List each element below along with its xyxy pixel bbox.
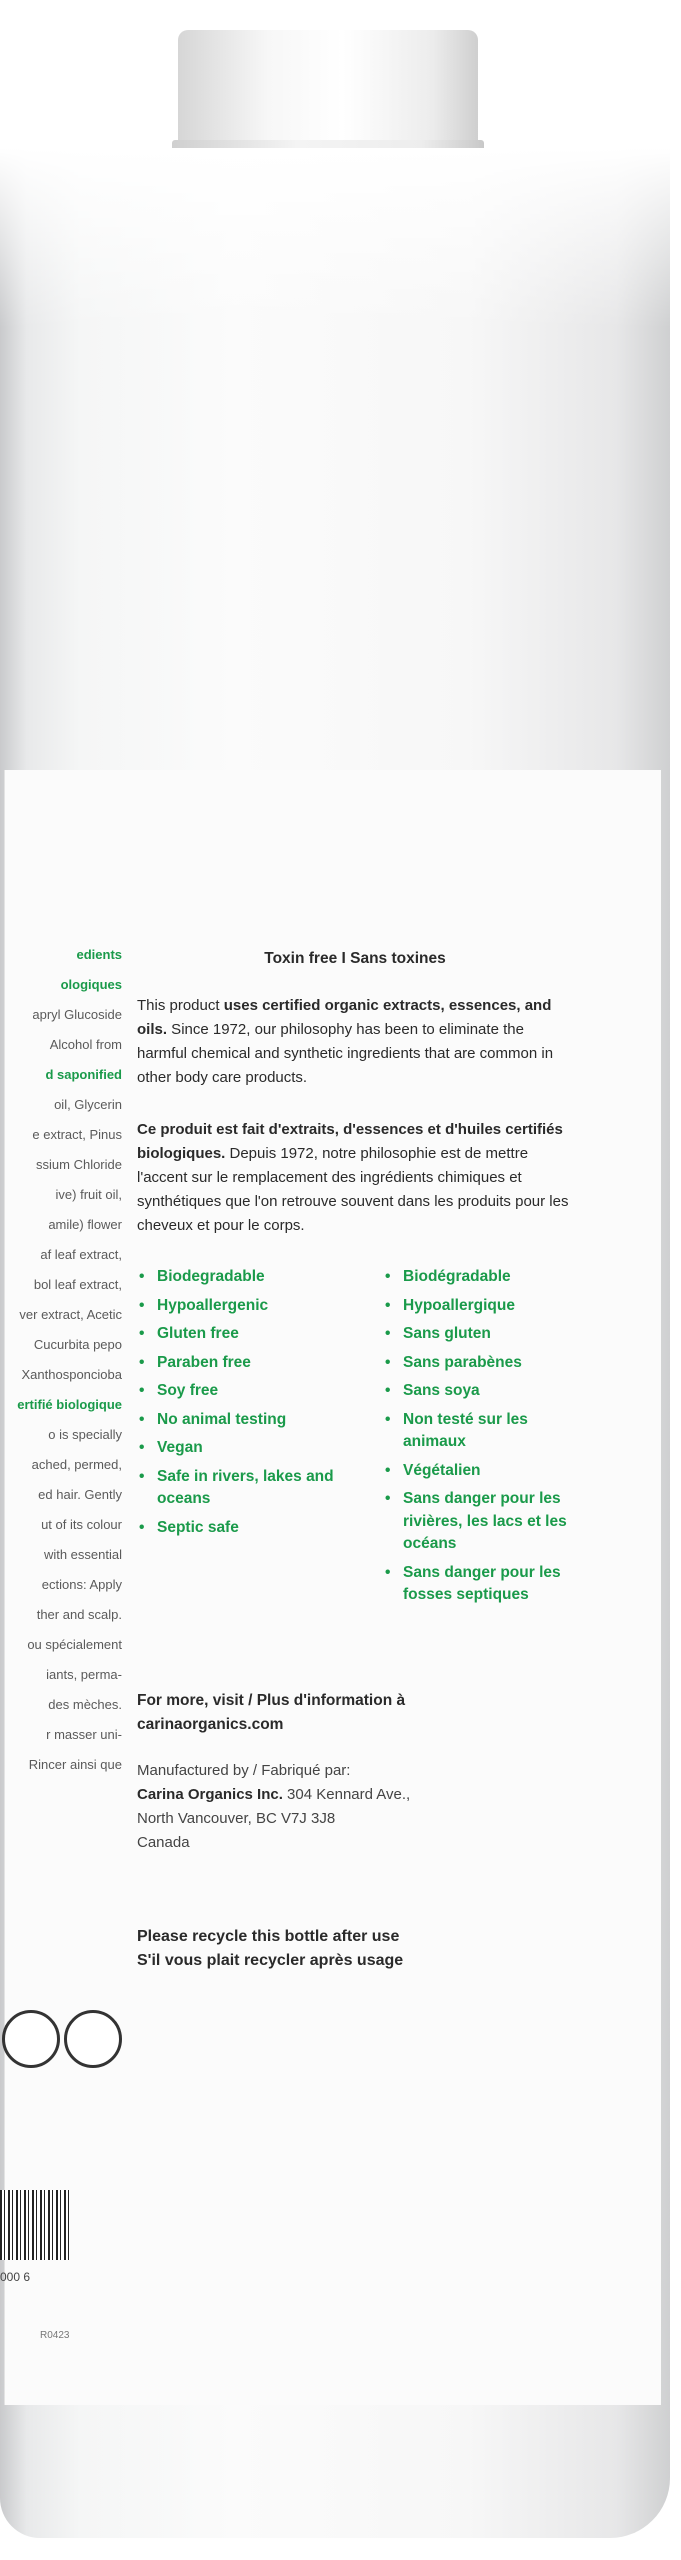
feature-item: • Non testé sur les animaux [383,1409,573,1454]
side-label-line: iants, perma- [46,1667,122,1682]
english-description: This product uses certified organic extracts, essences, and oils. Since 1972, our philosophy has been to eliminate the harmful chemical and synthetic ingredients that are common in other body care products. [137,997,554,1086]
website-url: carinaorganics.com [137,1715,284,1733]
website-prompt: For more, visit / Plus d'information à [137,1691,406,1709]
certified-seal-icon [64,2010,122,2068]
barcode-digits: 000 6 [0,2270,31,2284]
side-label-text [0,940,122,2340]
certification-seals [0,2010,122,2100]
side-label-line: ou spécialement [27,1637,122,1652]
feature-item: • Sans soya [383,1380,573,1403]
feature-item: • Hypoallergique [383,1295,573,1318]
side-label-line: ections: Apply [41,1577,122,1592]
manufacturer-info [137,1759,573,1855]
side-label-line: with essential [43,1547,122,1562]
feature-item: • Biodegradable [137,1266,347,1289]
manufacturer-address-line1: Carina Organics Inc. 304 Kennard Ave., [137,1785,411,1803]
side-label-line: apryl Glucoside [32,1007,122,1022]
organic-seal-icon [2,2010,60,2068]
bottle-cap [178,30,478,148]
side-label-line: ached, permed, [31,1457,122,1472]
manufacturer-country: Canada [137,1833,190,1851]
side-label-line: d saponified [45,1067,122,1082]
bottle-shoulder-highlight [0,148,670,328]
side-label-line: Rincer ainsi que [28,1757,122,1772]
feature-item: • No animal testing [137,1409,347,1432]
feature-item: • Paraben free [137,1352,347,1375]
feature-item: • Sans parabènes [383,1352,573,1375]
recycle-french: S'il vous plait recycler après usage [137,1951,404,1969]
side-label-line: r masser uni- [46,1727,122,1742]
side-label-line: edients [76,947,122,962]
feature-lists [137,1266,573,1613]
side-label-line: ther and scalp. [36,1607,122,1622]
feature-item: • Soy free [137,1380,347,1403]
label-heading: Toxin free I Sans toxines [264,950,446,967]
side-label-line: ologiques [60,977,122,992]
side-label-line: o is specially [48,1427,122,1442]
lot-code: R0423 [40,2330,70,2341]
barcode [0,2190,70,2260]
feature-item: • Hypoallergenic [137,1295,347,1318]
side-label-line: ver extract, Acetic [19,1307,122,1322]
website-info [137,1689,573,1737]
side-label-line: Cucurbita pepo [33,1337,122,1352]
feature-item: • Vegan [137,1437,347,1460]
french-feature-list [383,1266,573,1613]
feature-item: • Safe in rivers, lakes and oceans [137,1466,347,1511]
side-label-line: af leaf extract, [40,1247,122,1262]
side-label-line: ut of its colour [41,1517,122,1532]
side-label-line: e extract, Pinus [32,1127,122,1142]
english-feature-list [137,1266,347,1613]
side-label-line: ed hair. Gently [38,1487,122,1502]
side-label-line: oil, Glycerin [54,1097,122,1112]
feature-item: • Septic safe [137,1517,347,1540]
label-content [137,950,573,1973]
side-label-line: ssium Chloride [36,1157,122,1172]
french-description-bold: Ce produit est fait d'extraits, d'essences et d'huiles certifiés biologiques. [137,1121,563,1162]
recycle-note [137,1925,573,1973]
feature-item: • Biodégradable [383,1266,573,1289]
recycle-english: Please recycle this bottle after use [137,1927,400,1945]
english-description-bold: uses certified organic extracts, essences, and oils. [137,997,552,1038]
side-label-line: Alcohol from [49,1037,122,1052]
side-label-line: des mèches. [48,1697,122,1712]
side-label-line: bol leaf extract, [33,1277,122,1292]
feature-item: • Végétalien [383,1460,573,1483]
side-label-line: ertifié biologique [17,1397,122,1412]
feature-item: • Sans gluten [383,1323,573,1346]
manufacturer-address-line2: North Vancouver, BC V7J 3J8 [137,1809,336,1827]
side-label-line: ive) fruit oil, [55,1187,122,1202]
side-label-line: amile) flower [48,1217,122,1232]
feature-item: • Sans danger pour les rivières, les lacs et les océans [383,1488,573,1556]
manufacturer-heading: Manufactured by / Fabriqué par: [137,1761,351,1779]
feature-item: • Gluten free [137,1323,347,1346]
feature-item: • Sans danger pour les fosses septiques [383,1562,573,1607]
side-label-line: Xanthosponcioba [21,1367,122,1382]
french-description: Ce produit est fait d'extraits, d'essences et d'huiles certifiés biologiques. Depuis 1972, notre philosophie est de mettre l'accent sur le remplacement des ingrédients chimiques et synthétiques que l'on retrouve souvent dans les produits pour les cheveux et pour le corps. [137,1121,569,1234]
